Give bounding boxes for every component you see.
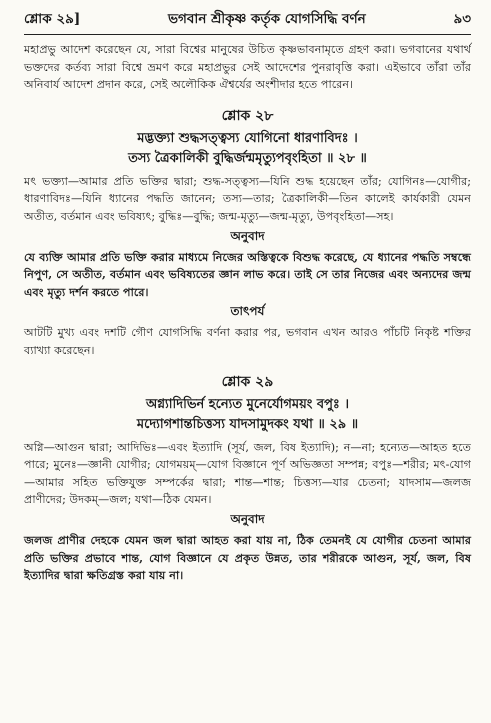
page-header	[24, 8, 471, 35]
verse-28-line-2: তস্য ত্রৈকালিকী বুদ্ধির্জন্মমৃত্যুপবৃংহিতা ॥ ২৮ ॥	[128, 150, 367, 166]
verse-29-synonyms: অগ্নি—আগুন দ্বারা; আদিভিঃ—এবং ইত্যাদি (সূর্য, জল, বিষ ইত্যাদি); ন—না; হন্যেত—আহত হতে পারে; মুনেঃ—জ্ঞানী যোগীর; যোগময়ম্—যোগ বিজ্ঞানে পূর্ণ অভিজ্ঞতা সম্পন্ন; বপুঃ—শরীর; মৎ-যোগ—আমার সহিত ভক্তিযুক্ত সম্পর্কের দ্বারা; শান্ত—শান্ত; চিত্তস্য—যার চেতনা; যাদসাম—জলজ প্রাণীদের; উদকম্—জল; যথা—ঠিক যেমন।	[24, 440, 471, 507]
verse-28-purport-label: তাৎপর্য	[230, 304, 265, 319]
header-chapter-title: ভগবান শ্রীকৃষ্ণ কর্তৃক যোগসিদ্ধি বর্ণন	[168, 11, 366, 27]
verse-28-heading: শ্লোক ২৮	[221, 107, 274, 124]
verse-29-line-2: মদ্যোগশান্তচিত্তস্য যাদসামুদকং যথা ॥ ২৯ ॥	[136, 416, 359, 432]
intro-paragraph: মহাপ্রভু আদেশ করেছেন যে, সারা বিশ্বের মানুষের উচিত কৃষ্ণভাবনামৃতে গ্রহণ করা। ভগবানের যথার্থ ভক্তদের কর্তব্য সারা বিশ্বে ভ্রমণ করে মহাপ্রভুর সেই আদেশের পুনরাবৃত্তি করা। এইভাবে তাঁরা তাঁর অনিবার্য আদেশ প্রদান করে, সেই অলৌকিক ঐশ্বর্যের অংশীদার হতে পারেন।	[24, 43, 471, 92]
verse-28-synonyms: মৎ ভক্ত্যা—আমার প্রতি ভক্তির দ্বারা; শুদ্ধ-সত্ত্বস্য—যিনি শুদ্ধ হয়েছেন তাঁর; যোগিনঃ—যোগীর; ধারণাবিদঃ—যিনি ধ্যানের পদ্ধতি জানেন; তস্য—তার; ত্রৈকালিকী—তিন কালেই কার্যকারী যেমন অতীত, বর্তমান এবং ভবিষ্যৎ; বুদ্ধিঃ—বুদ্ধি; জন্ম-মৃত্যু—জন্ম-মৃত্যু, উপবৃংহিতা—সহ।	[24, 174, 471, 223]
verse-28-line-1: মদ্ভক্ত্যা শুদ্ধসত্ত্বস্য যোগিনো ধারণাবিদঃ ।	[137, 130, 358, 146]
verse-28-purport: আটটি মুখ্য এবং দশটি গৌণ যোগসিদ্ধি বর্ণনা করার পর, ভগবান এখন আরও পাঁচটি নিকৃষ্ট শক্তির ব্যাখ্যা করেছেন।	[24, 326, 471, 357]
verse-28-translation: যে ব্যক্তি আমার প্রতি ভক্তি করার মাধ্যমে নিজের অস্তিত্বকে বিশুদ্ধ করেছে, যে ধ্যানের পদ্ধতি সম্বন্ধে নিপুণ, সে অতীত, বর্তমান এবং ভবিষ্যতের জ্ঞান লাভ করে। তাই সে তার নিজের এবং অন্যদের জন্ম এবং মৃত্যু দর্শন করতে পারে।	[24, 249, 471, 299]
header-verse-ref: শ্লোক ২৯]	[24, 11, 81, 27]
verse-29-translation-label: অনুবাদ	[230, 511, 265, 526]
header-page-number: ৯৩	[453, 11, 471, 27]
verse-29-heading: শ্লোক ২৯	[221, 373, 274, 390]
verse-29-line-1: অগ্ন্যাদিভির্ন হন্যেত মুনের্যোগময়ং বপুঃ ।	[145, 396, 350, 412]
verse-29-translation: জলজ প্রাণীর দেহকে যেমন জল দ্বারা আহত করা যায় না, ঠিক তেমনই যে যোগীর চেতনা আমার প্রতি ভক্তির প্রভাবে শান্ত, যোগ বিজ্ঞানে যে প্রকৃত উন্নত, তার শরীরকে আগুন, সূর্য, জল, বিষ ইত্যাদির দ্বারা ক্ষতিগ্রস্ত করা যায় না।	[24, 532, 471, 583]
verse-28-translation-label: অনুবাদ	[230, 228, 265, 243]
